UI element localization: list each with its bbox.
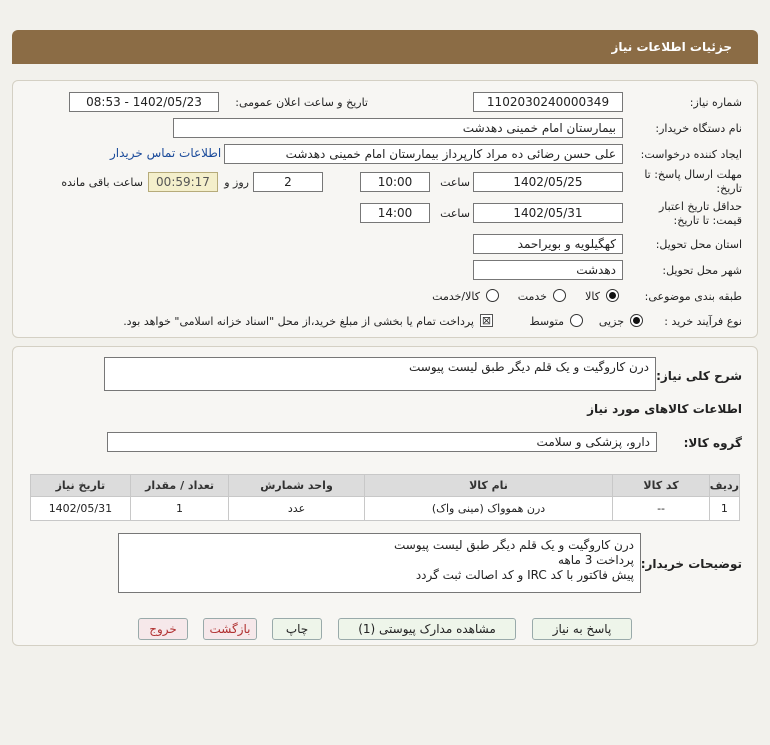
days-label: روز و bbox=[224, 176, 249, 189]
buyer-org-label: نام دستگاه خریدار: bbox=[655, 122, 742, 135]
back-button[interactable]: بازگشت bbox=[203, 618, 257, 640]
buyer-contact-link[interactable]: اطلاعات تماس خریدار bbox=[110, 146, 222, 160]
deadline-time-label: ساعت bbox=[440, 176, 470, 189]
cell-row-no: 1 bbox=[709, 497, 739, 521]
city-field: دهدشت bbox=[473, 260, 623, 280]
process-radio-medium[interactable] bbox=[570, 314, 583, 327]
category-radio-goods-service[interactable] bbox=[486, 289, 499, 302]
validity-time-label: ساعت bbox=[440, 207, 470, 220]
need-number-field: 1102030240000349 bbox=[473, 92, 623, 112]
deadline-time-field: 10:00 bbox=[360, 172, 430, 192]
buyer-notes-label: توضیحات خریدار: bbox=[640, 557, 742, 571]
category-option-goods-service: کالا/خدمت bbox=[432, 290, 480, 303]
goods-table bbox=[30, 474, 740, 521]
goods-group-label: گروه کالا: bbox=[683, 436, 742, 450]
page-header bbox=[12, 30, 758, 64]
buyer-notes-line: پرداخت 3 ماهه bbox=[558, 553, 634, 567]
col-code: کد کالا bbox=[613, 475, 709, 497]
validity-label-line2: قیمت: تا تاریخ: bbox=[673, 214, 742, 227]
goods-group-field: دارو، پزشکی و سلامت bbox=[107, 432, 657, 452]
category-radio-goods[interactable] bbox=[606, 289, 619, 302]
validity-label-line1: حداقل تاریخ اعتبار bbox=[658, 200, 742, 213]
deadline-label-line1: مهلت ارسال پاسخ: تا bbox=[644, 168, 742, 181]
requester-field: علی حسن رضائی ده مراد کارپرداز بیمارستان امام خمینی دهدشت bbox=[224, 144, 623, 164]
days-field: 2 bbox=[253, 172, 323, 192]
validity-time-field: 14:00 bbox=[360, 203, 430, 223]
deadline-date-field: 1402/05/25 bbox=[473, 172, 623, 192]
category-radio-service[interactable] bbox=[553, 289, 566, 302]
category-option-goods: کالا bbox=[585, 290, 600, 303]
deadline-label-line2: تاریخ: bbox=[716, 182, 742, 195]
announce-label: تاریخ و ساعت اعلان عمومی: bbox=[235, 96, 368, 109]
process-option-medium: متوسط bbox=[529, 315, 564, 328]
city-label: شهر محل تحویل: bbox=[662, 264, 742, 277]
province-field: کهگیلویه و بویراحمد bbox=[473, 234, 623, 254]
process-option-minor: جزیی bbox=[598, 315, 624, 328]
col-date: تاریخ نیاز bbox=[31, 475, 131, 497]
treasury-payment-checkbox[interactable]: ⊠ bbox=[481, 314, 492, 327]
col-row-no: ردیف bbox=[709, 475, 739, 497]
print-button[interactable]: چاپ bbox=[272, 618, 322, 640]
summary-text: درن کاروگیت و یک قلم دیگر طبق لیست پیوست bbox=[104, 357, 656, 391]
cell-name: درن هموواک (مینی واک) bbox=[364, 497, 613, 521]
buyer-notes-line: درن کاروگیت و یک قلم دیگر طبق لیست پیوست bbox=[394, 538, 634, 552]
category-label: طبقه بندی موضوعی: bbox=[644, 290, 742, 303]
goods-info-title: اطلاعات کالاهای مورد نیاز bbox=[587, 402, 742, 416]
process-label: نوع فرآیند خرید : bbox=[664, 315, 742, 328]
cell-qty: 1 bbox=[130, 497, 229, 521]
attachments-button[interactable]: مشاهده مدارک پیوستی (1) bbox=[338, 618, 516, 640]
need-number-label: شماره نیاز: bbox=[689, 96, 742, 109]
requester-label: ایجاد کننده درخواست: bbox=[640, 148, 742, 161]
validity-date-field: 1402/05/31 bbox=[473, 203, 623, 223]
exit-button[interactable]: خروج bbox=[138, 618, 188, 640]
province-label: استان محل تحویل: bbox=[655, 238, 742, 251]
treasury-payment-note: پرداخت تمام یا بخشی از مبلغ خرید،از محل "اسناد خزانه اسلامی" خواهد بود. bbox=[123, 315, 474, 328]
buyer-notes-text bbox=[118, 533, 641, 593]
col-unit: واحد شمارش bbox=[229, 475, 364, 497]
remaining-label: ساعت باقی مانده bbox=[61, 176, 143, 189]
buyer-notes-line: پیش فاکتور با کد IRC و کد اصالت ثبت گردد bbox=[415, 568, 634, 582]
col-qty: تعداد / مقدار bbox=[130, 475, 229, 497]
goods-table-header bbox=[31, 475, 740, 497]
summary-title: شرح کلی نیاز: bbox=[656, 369, 742, 383]
announce-field: 1402/05/23 - 08:53 bbox=[69, 92, 219, 112]
remaining-timer: 00:59:17 bbox=[148, 172, 218, 192]
cell-unit: عدد bbox=[229, 497, 364, 521]
process-radio-minor[interactable] bbox=[630, 314, 643, 327]
category-option-service: خدمت bbox=[517, 290, 547, 303]
cell-code: -- bbox=[613, 497, 709, 521]
page-title: جزئیات اطلاعات نیاز bbox=[611, 40, 732, 54]
cell-date: 1402/05/31 bbox=[31, 497, 131, 521]
col-name: نام کالا bbox=[364, 475, 613, 497]
reply-button[interactable]: پاسخ به نیاز bbox=[532, 618, 632, 640]
buyer-org-field: بیمارستان امام خمینی دهدشت bbox=[173, 118, 623, 138]
table-row bbox=[31, 497, 740, 521]
